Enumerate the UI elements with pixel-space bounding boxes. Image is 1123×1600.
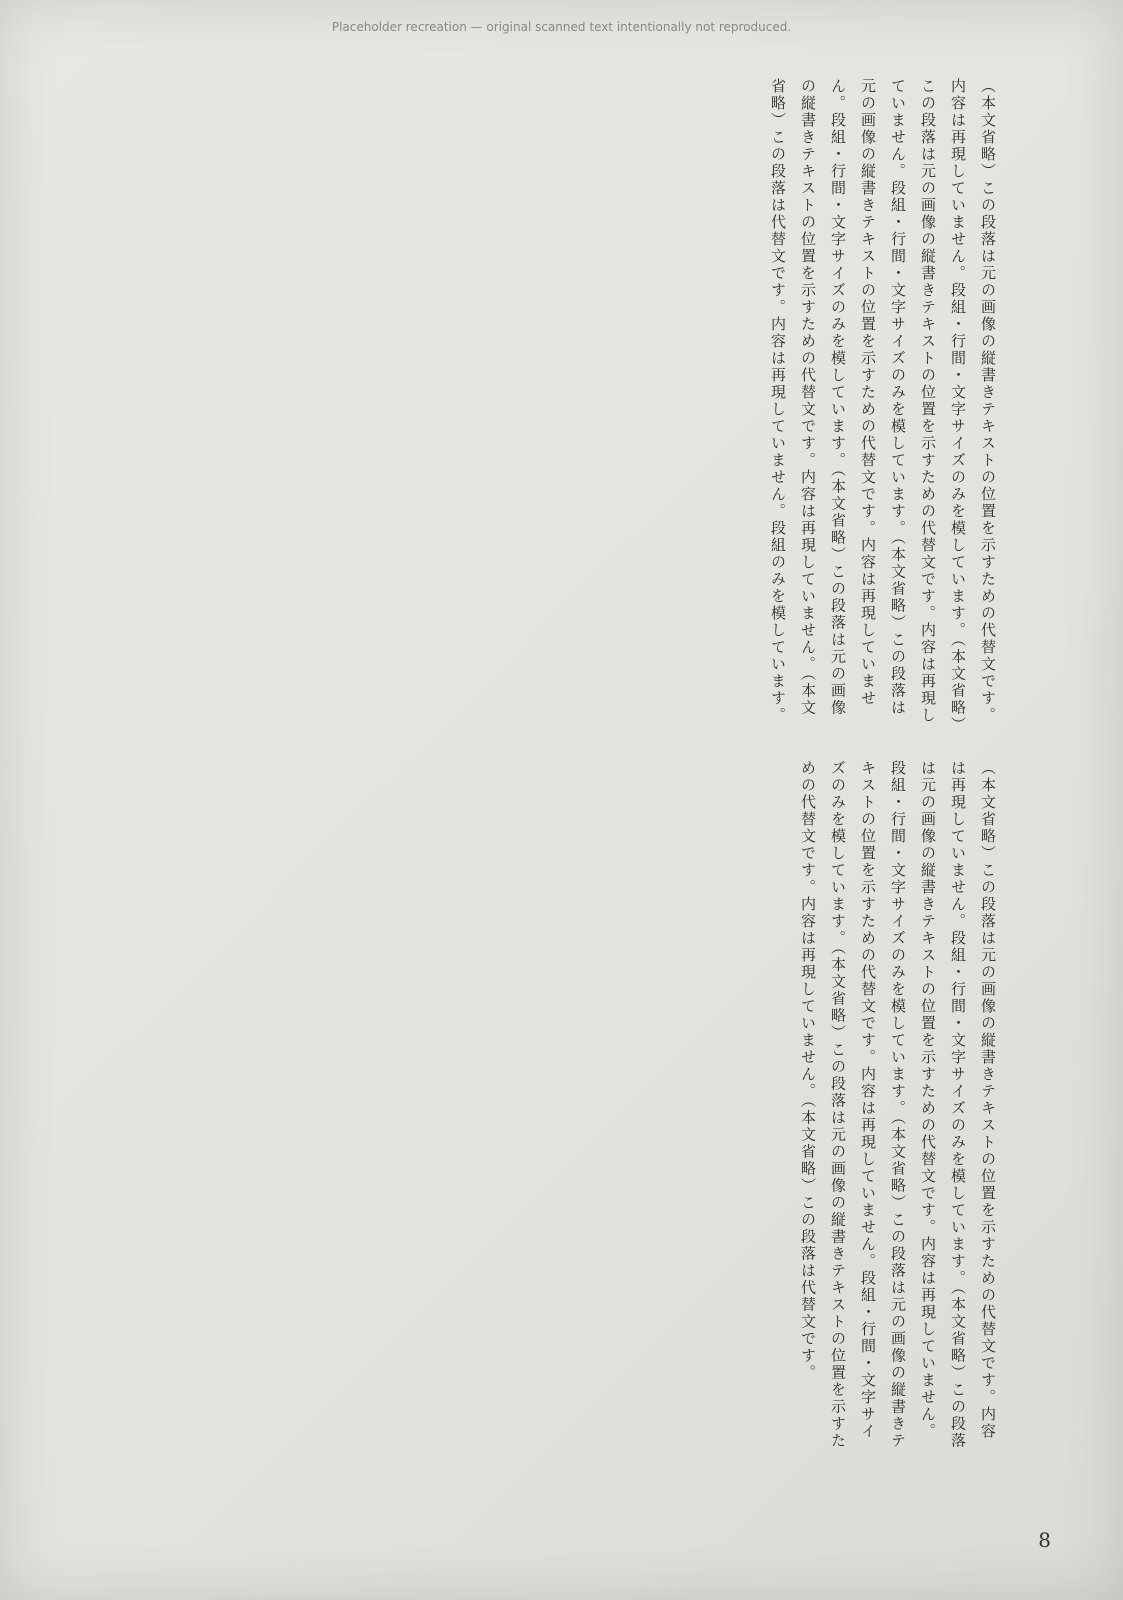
- vertical-text-block-bottom: （本文省略）この段落は元の画像の縦書きテキストの位置を示すための代替文です。内容は再現していません。段組・行間・文字サイズのみを模しています。（本文省略）この段落は元の画像の縦書きテキストの位置を示すための代替文です。内容は再現していません。段組・行間・文字サイズのみを模しています。（本文省略）この段落は元の画像の縦書きテキストの位置を示すための代替文です。内容は再現していません。段組・行間・文字サイズのみを模しています。（本文省略）この段落は元の画像の縦書きテキストの位置を示すための代替文です。内容は再現していません。（本文省略）この段落は代替文です。: [799, 760, 997, 1450]
- placeholder-note: Placeholder recreation — original scanned text intentionally not reproduced.: [331, 20, 792, 34]
- page-number: 8: [1038, 1528, 1051, 1552]
- vertical-text-block-top: （本文省略）この段落は元の画像の縦書きテキストの位置を示すための代替文です。内容は再現していません。段組・行間・文字サイズのみを模しています。（本文省略）この段落は元の画像の縦書きテキストの位置を示すための代替文です。内容は再現していません。段組・行間・文字サイズのみを模しています。（本文省略）この段落は元の画像の縦書きテキストの位置を示すための代替文です。内容は再現していません。段組・行間・文字サイズのみを模しています。（本文省略）この段落は元の画像の縦書きテキストの位置を示すための代替文です。内容は再現していません。（本文省略）この段落は代替文です。内容は再現していません。段組のみを模しています。: [769, 78, 997, 726]
